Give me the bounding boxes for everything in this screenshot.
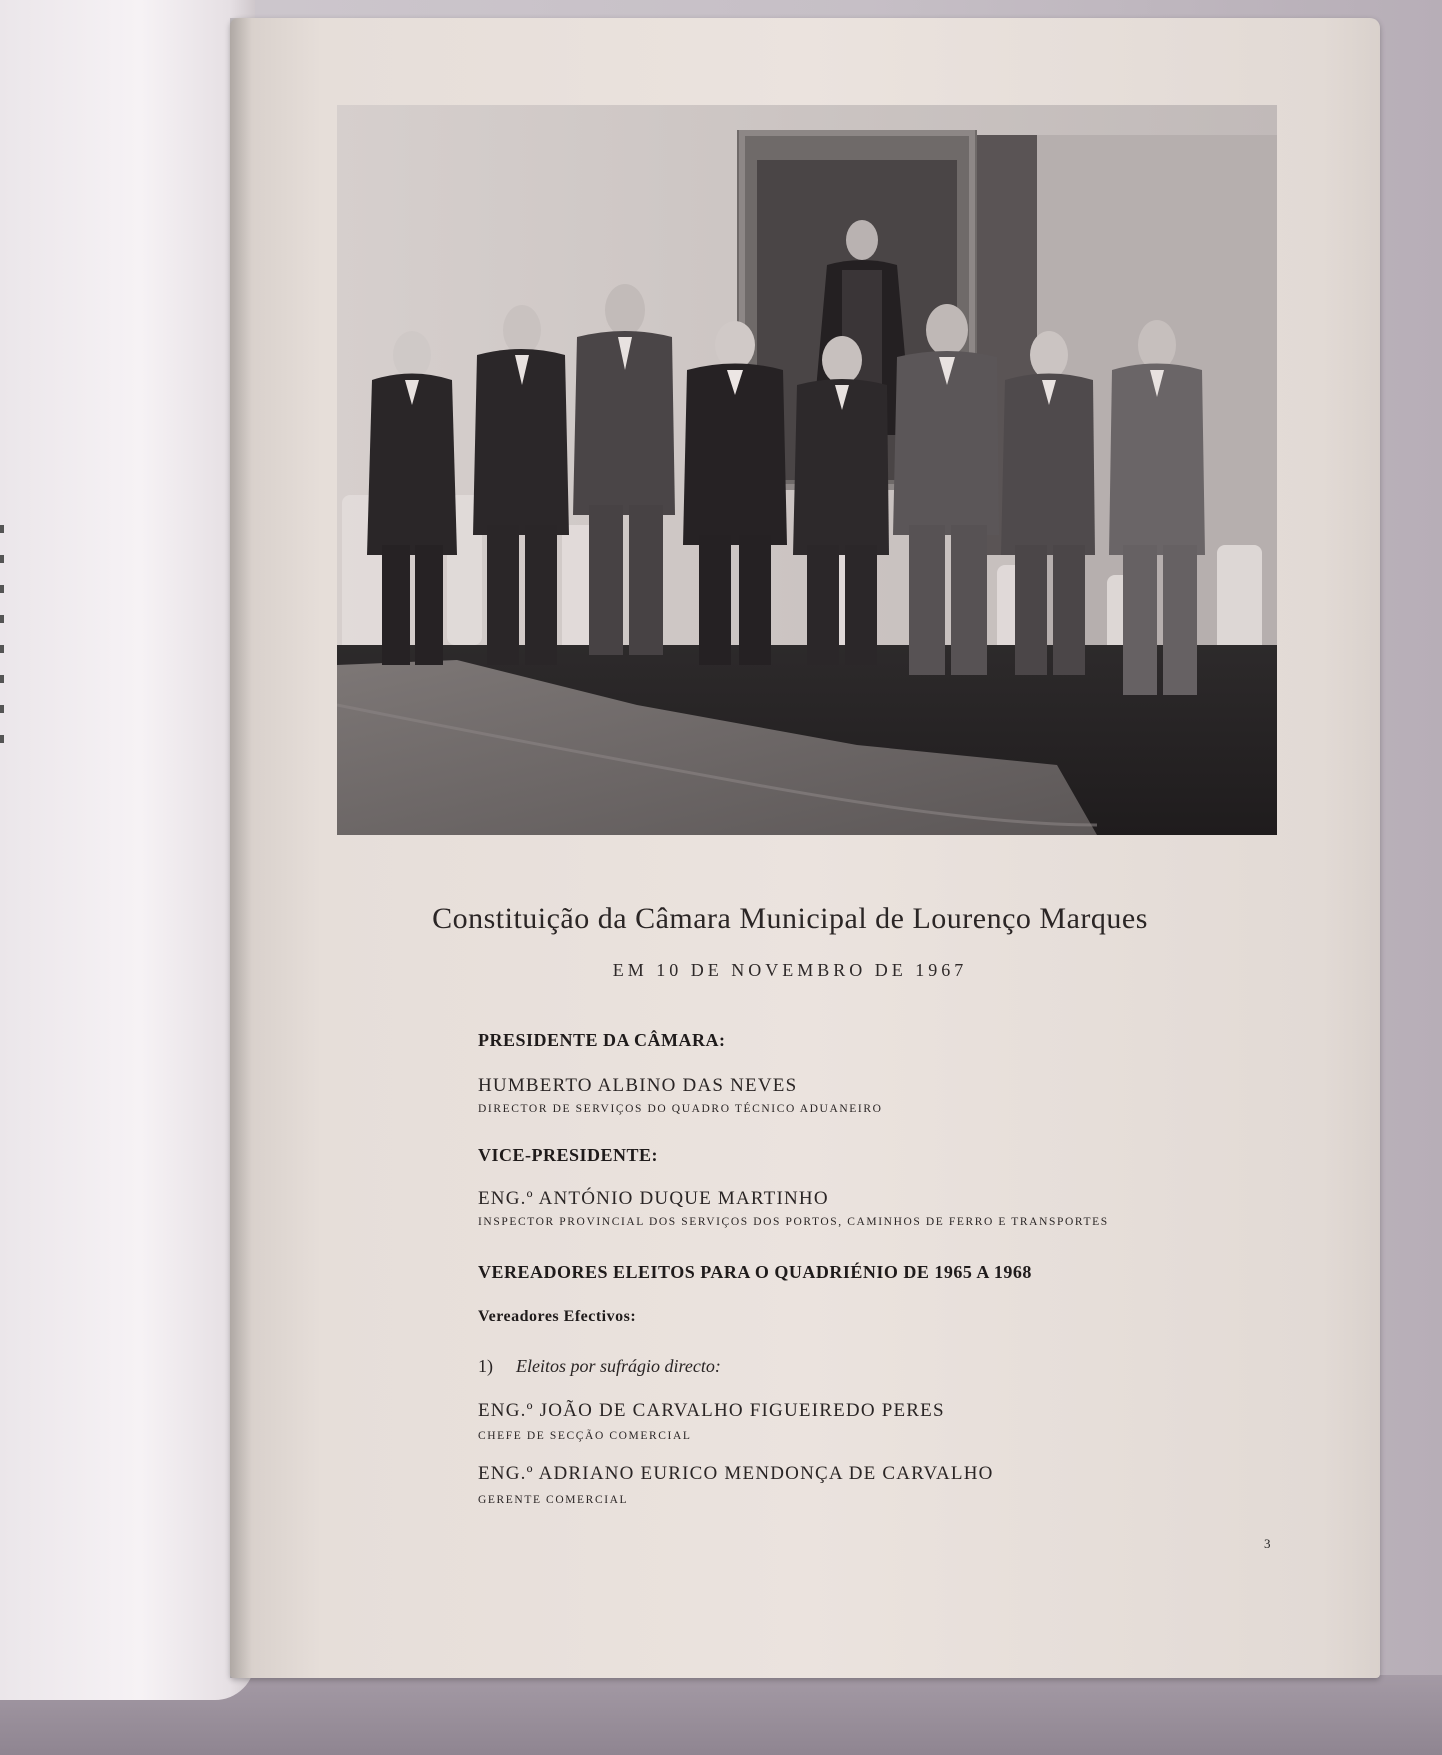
page-gutter-shadow [230, 18, 252, 1678]
role-vereador-2: GERENTE COMERCIAL [478, 1494, 629, 1506]
heading-presidente: PRESIDENTE DA CÂMARA: [478, 1030, 726, 1050]
group-photograph-illustration [337, 105, 1277, 835]
name-presidente: HUMBERTO ALBINO DAS NEVES [478, 1075, 798, 1096]
document-title: Constituição da Câmara Municipal de Lourenço Marques [432, 902, 1148, 935]
group-photograph [337, 105, 1277, 835]
name-vereador-2: ENG.º ADRIANO EURICO MENDONÇA DE CARVALHO [478, 1463, 994, 1484]
list-item-eleitos [478, 1356, 721, 1377]
heading-vereadores-efectivos: Vereadores Efectivos: [478, 1308, 637, 1325]
role-vereador-1: CHEFE DE SECÇÃO COMERCIAL [478, 1430, 692, 1442]
page-number: 3 [1264, 1536, 1271, 1551]
name-vice-presidente: ENG.º ANTÓNIO DUQUE MARTINHO [478, 1188, 829, 1209]
person-8 [1109, 320, 1205, 695]
list-item-number: 1) [478, 1356, 493, 1376]
list-item-text: Eleitos por sufrágio directo: [516, 1356, 721, 1376]
name-vereador-1: ENG.º JOÃO DE CARVALHO FIGUEIREDO PERES [478, 1400, 945, 1421]
role-presidente: DIRECTOR DE SERVIÇOS DO QUADRO TÉCNICO ADUANEIRO [478, 1103, 883, 1115]
document-date: EM 10 DE NOVEMBRO DE 1967 [612, 960, 968, 980]
heading-vereadores: VEREADORES ELEITOS PARA O QUADRIÉNIO DE 1965 A 1968 [478, 1262, 1032, 1282]
heading-vice-presidente: VICE-PRESIDENTE: [478, 1145, 659, 1165]
left-facing-page [0, 0, 255, 1700]
role-vice-presidente: INSPECTOR PROVINCIAL DOS SERVIÇOS DOS PORTOS, CAMINHOS DE FERRO E TRANSPORTES [478, 1216, 1109, 1228]
left-page-edge-marks [0, 525, 6, 785]
